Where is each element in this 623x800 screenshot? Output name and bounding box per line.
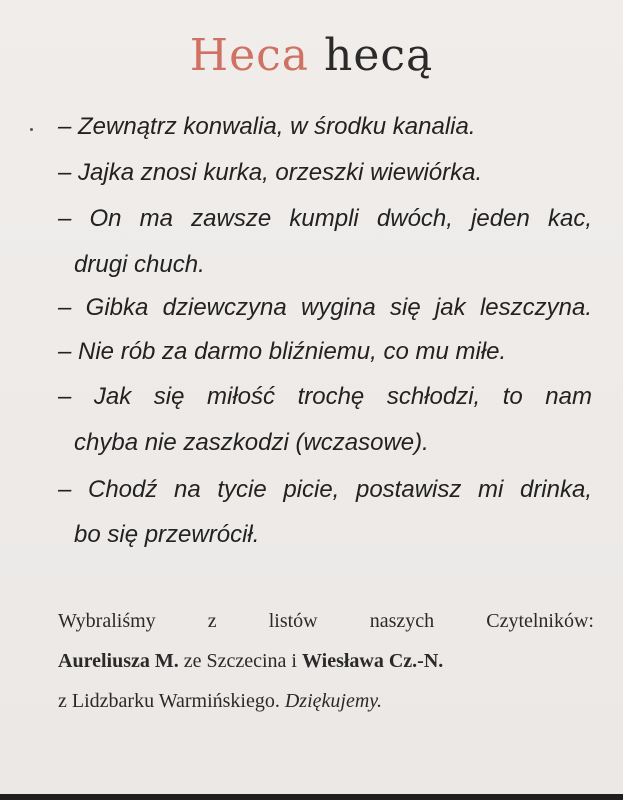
joke-line-continuation: drugi chuch. [74,251,205,278]
footer-thanks: Dziękujemy. [284,690,383,712]
ink-speck [30,128,33,131]
scan-bottom-edge [0,794,623,800]
footer-from: ze Szczecina i [178,650,302,672]
title-part-dark: hecą [324,30,434,81]
joke-line: – Nie rób za darmo bliźniemu, co mu miłe. [58,338,507,365]
joke-line: – Zewnątrz konwalia, w środku kanalia. [58,113,476,140]
footer-line-1: Wybraliśmy z listów naszych Czytelników: [58,610,594,632]
footer-line-2 [58,648,594,674]
author-1: Aureliusza M. [58,650,179,672]
joke-line: – Chodź na tycie picie, postawisz mi drinka, [58,476,592,503]
joke-line: – Gibka dziewczyna wygina się jak leszczyna. [58,294,592,321]
joke-line-continuation: bo się przewrócił. [74,521,260,548]
joke-line: – On ma zawsze kumpli dwóch, jeden kac, [58,205,592,232]
author-2: Wiesława Cz.-N. [302,650,444,672]
joke-line: – Jak się miłość trochę schłodzi, to nam [58,383,592,410]
footer-line-3 [58,688,594,714]
title-part-accent: Heca [189,30,310,81]
article-title [0,30,623,81]
footer-town: z Lidzbarku Warmińskiego. [58,690,285,712]
joke-line: – Jajka znosi kurka, orzeszki wiewiórka. [58,159,483,186]
joke-line-continuation: chyba nie zaszkodzi (wczasowe). [74,429,429,456]
